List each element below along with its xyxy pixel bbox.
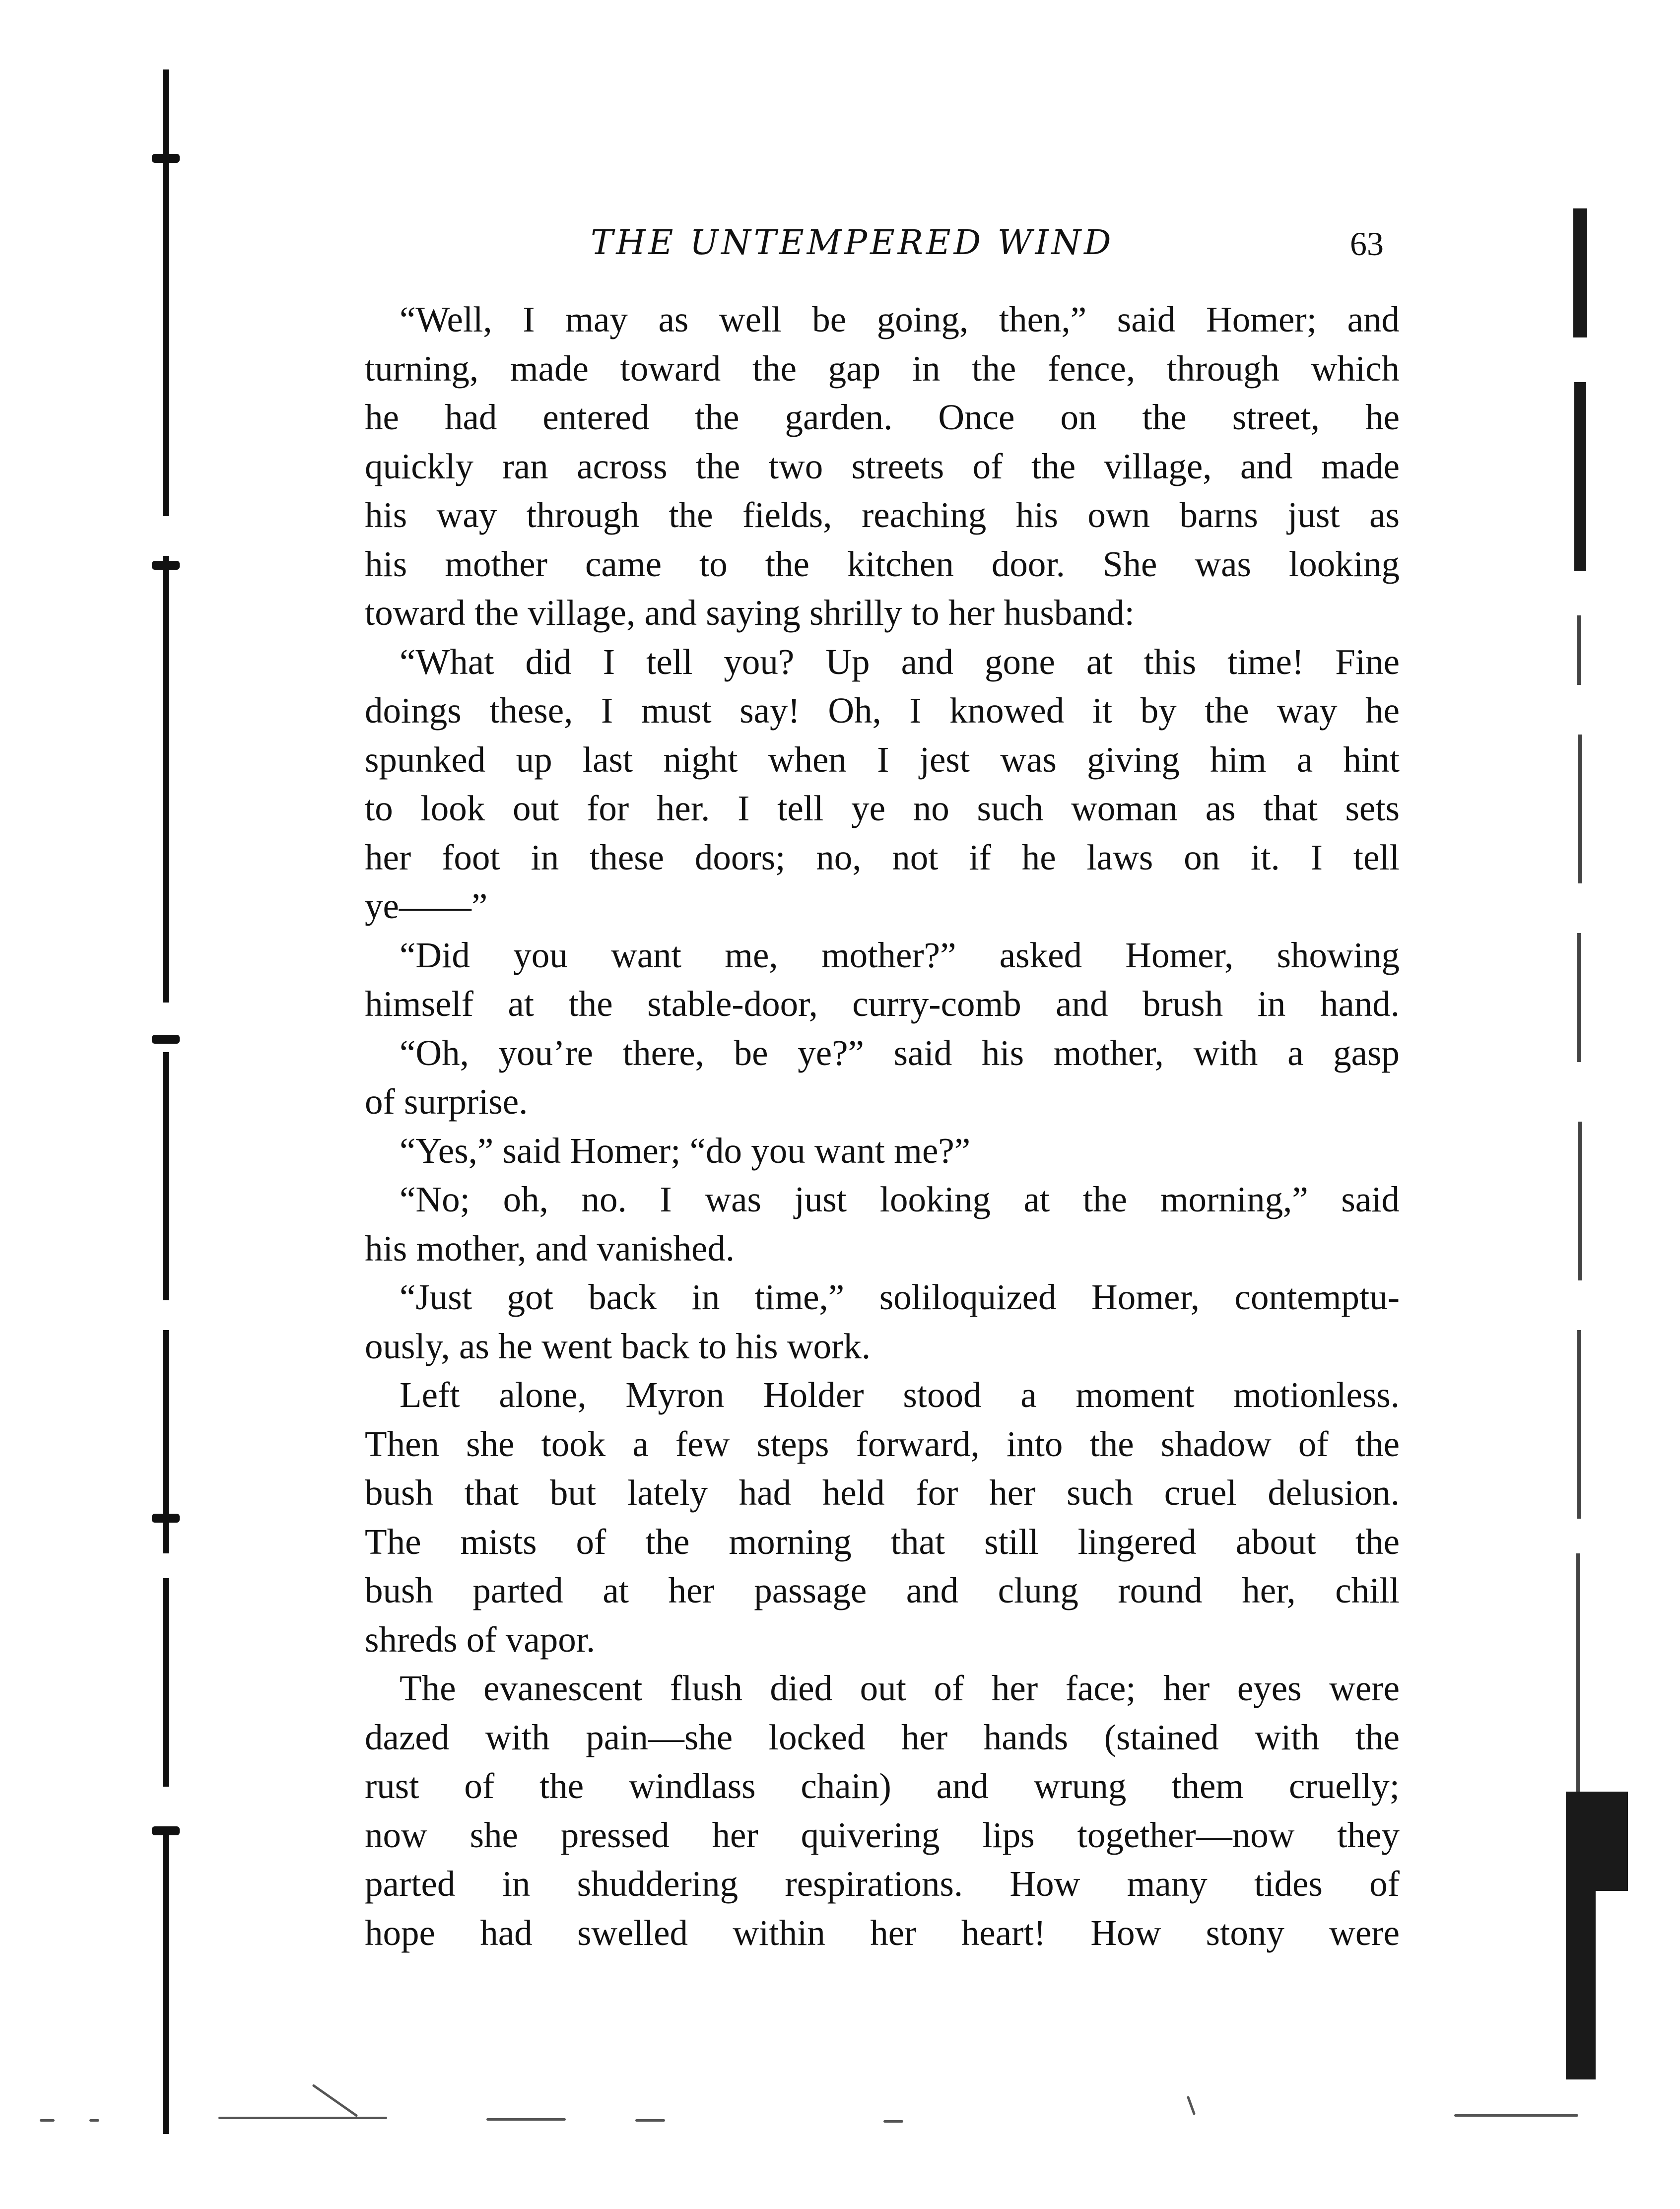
text-line: of surprise. xyxy=(365,1081,528,1122)
text-line: himself at the stable-door, curry-comb and brush in hand. xyxy=(365,984,1400,1024)
left-binding-marks xyxy=(139,60,179,2194)
text-line: Then she took a few steps forward, into the shadow of the xyxy=(365,1423,1400,1464)
text-line: “Oh, you’re there, be ye?” said his mother, with a gasp xyxy=(400,1032,1400,1073)
text-line: “What did I tell you? Up and gone at this time! Fine xyxy=(400,641,1400,682)
running-head: THE UNTEMPERED WIND xyxy=(591,223,1114,263)
text-line: “Yes,” said Homer; “do you want me?” xyxy=(400,1130,971,1171)
text-line: his mother, and vanished. xyxy=(365,1228,735,1269)
text-line: quickly ran across the two streets of the village, and made xyxy=(365,446,1400,486)
text-line: bush parted at her passage and clung round her, chill xyxy=(365,1570,1400,1610)
text-line: to look out for her. I tell ye no such woman as that sets xyxy=(365,788,1400,828)
text-line: turning, made toward the gap in the fence, through which xyxy=(365,348,1400,389)
text-line: “Did you want me, mother?” asked Homer, showing xyxy=(400,935,1400,975)
bottom-scan-noise xyxy=(40,2099,1628,2139)
page-number: 63 xyxy=(1350,225,1384,263)
text-line: he had entered the garden. Once on the street, he xyxy=(365,397,1400,437)
text-line: doings these, I must say! Oh, I knowed it by the way he xyxy=(365,690,1400,731)
text-line: “No; oh, no. I was just looking at the morning,” said xyxy=(400,1179,1400,1219)
text-line: ye——” xyxy=(365,886,488,926)
text-line: The evanescent flush died out of her face; her eyes were xyxy=(400,1668,1400,1708)
text-line: her foot in these doors; no, not if he laws on it. I tell xyxy=(365,837,1400,877)
text-line: rust of the windlass chain) and wrung them cruelly; xyxy=(365,1766,1400,1806)
text-line: dazed with pain—she locked her hands (stained with the xyxy=(365,1717,1400,1757)
text-line: “Just got back in time,” soliloquized Homer, contemptu- xyxy=(400,1277,1400,1317)
right-edge-scan-noise xyxy=(1563,189,1628,2035)
text-line: bush that but lately had held for her such cruel delusion. xyxy=(365,1473,1400,1513)
text-line: ously, as he went back to his work. xyxy=(365,1326,871,1366)
body-text xyxy=(365,295,1400,1957)
text-line: his way through the fields, reaching his own barns just as xyxy=(365,495,1400,535)
text-line: spunked up last night when I jest was giving him a hint xyxy=(365,739,1400,780)
text-line: shreds of vapor. xyxy=(365,1619,596,1660)
text-line: “Well, I may as well be going, then,” said Homer; and xyxy=(400,299,1400,339)
text-line: his mother came to the kitchen door. She was looking xyxy=(365,543,1400,584)
text-line: parted in shuddering respirations. How many tides of xyxy=(365,1864,1400,1904)
text-line: hope had swelled within her heart! How stony were xyxy=(365,1912,1400,1953)
text-line: Left alone, Myron Holder stood a moment motionless. xyxy=(400,1375,1400,1415)
text-line: toward the village, and saying shrilly to her husband: xyxy=(365,593,1135,633)
text-line: The mists of the morning that still lingered about the xyxy=(365,1521,1400,1562)
text-line: now she pressed her quivering lips together—now they xyxy=(365,1814,1400,1855)
